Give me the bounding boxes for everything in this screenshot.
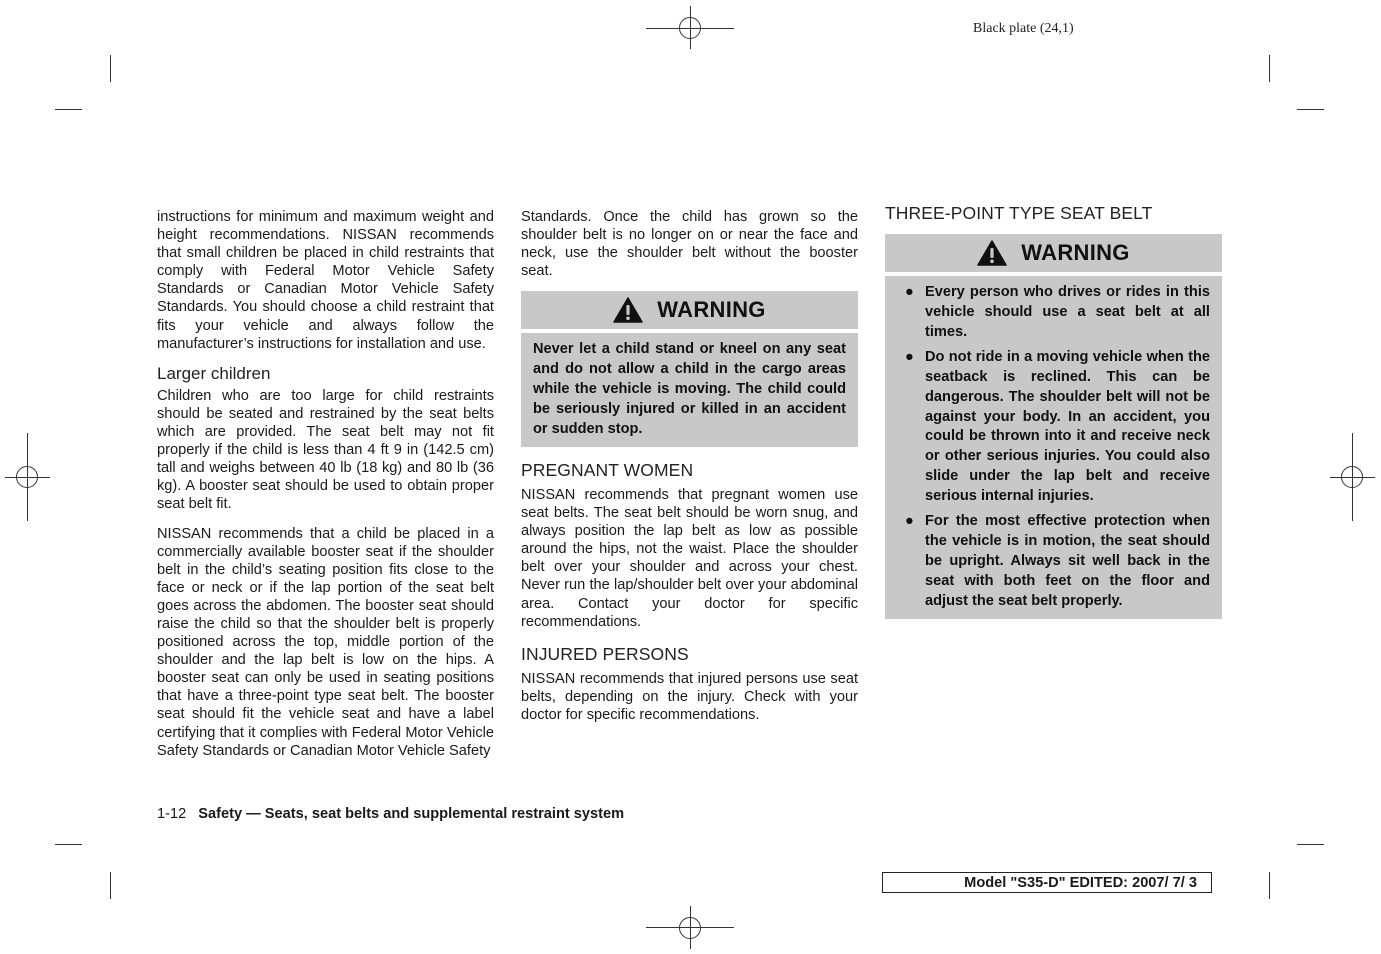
bullet-icon: ● [905, 284, 914, 301]
model-edited-box: Model "S35-D" EDITED: 2007/ 7/ 3 [882, 872, 1212, 893]
body-paragraph: Standards. Once the child has grown so the shoulder belt is no longer on or near the face and neck, use the shoulder belt without the booster seat. [521, 209, 858, 280]
heading-three-point-seat-belt: THREE-POINT TYPE SEAT BELT [885, 203, 1153, 223]
section-title: Safety — Seats, seat belts and supplemental restraint system [198, 806, 625, 822]
column-left [157, 208, 494, 760]
crop-mark [55, 109, 82, 110]
warning-triangle-icon [977, 240, 1007, 266]
body-paragraph: instructions for minimum and maximum weight and height recommendations. NISSAN recommends that small children be placed in child restraints that comply with Federal Motor Vehicle Safety Standards or Canadian Motor Vehicle Safety Standards. You should choose a child restraint that fits your vehicle and always follow the manufacturer’s instructions for installation and use. [157, 209, 494, 352]
column-middle [521, 208, 858, 724]
warning-triangle-icon [613, 297, 643, 323]
crop-mark [55, 844, 82, 845]
list-item: ● Do not ride in a moving vehicle when the seatback is reclined. This can be dangerous. The shoulder belt will not be against your body. In an accident, you could be thrown into it and receive neck or other serious injuries. You could also slide under the lap belt and receive serious internal injuries. [905, 348, 1210, 505]
crop-mark [690, 906, 691, 949]
plate-label: Black plate (24,1) [973, 21, 1074, 36]
crop-mark [1269, 55, 1270, 82]
crop-mark [1269, 872, 1270, 899]
heading-injured-persons: INJURED PERSONS [521, 643, 689, 664]
crop-mark [110, 872, 111, 899]
bullet-icon: ● [905, 513, 914, 530]
body-paragraph: NISSAN recommends that injured persons use seat belts, depending on the injury. Check with your doctor for specific recommendations. [521, 670, 858, 724]
body-paragraph: Children who are too large for child restraints should be seated and restrained by the seat belts which are provided. The seat belt may not fit properly if the child is less than 4 ft 9 in (142.5 cm) tall and weighs between 40 lb (18 kg) and 80 lb (36 kg). A booster seat should be used to obtain proper seat belt fit. [157, 387, 494, 513]
crop-mark [690, 6, 691, 49]
column-right [885, 204, 1222, 619]
body-paragraph: NISSAN recommends that a child be placed in a commercially available booster seat if the shoulder belt in the child’s seating position fits close to the face or neck or if the lap portion of the seat belt goes across the abdomen. The booster seat should raise the child so that the shoulder belt is properly positioned across the top, middle portion of the shoulder and the lap belt is low on the hips. A booster seat can only be used in seating positions that have a three-point type seat belt. The booster seat should fit the vehicle seat and have a label certifying that it complies with Federal Motor Vehicle Safety Standards or Canadian Motor Vehicle Safety [157, 525, 494, 759]
list-item: ● Every person who drives or rides in this vehicle should use a seat belt at all times. [905, 284, 1210, 340]
page-footer [157, 806, 624, 822]
bullet-icon: ● [905, 348, 914, 365]
warning-body: Never let a child stand or kneel on any seat and do not allow a child in the cargo areas while the vehicle is moving. The child could be seriously injured or killed in an accident or sudden stop. [521, 333, 858, 447]
warning-list [897, 283, 1210, 612]
crop-mark [1297, 109, 1324, 110]
subheading-larger-children: Larger children [157, 363, 271, 383]
warning-title: WARNING [1021, 240, 1130, 266]
warning-title: WARNING [657, 297, 766, 323]
body-paragraph: NISSAN recommends that pregnant women use seat belts. The seat belt should be worn snug, and always position the lap belt as low as possible around the hips, not the waist. Place the shoulder belt over your shoulder and across your chest. Never run the lap/shoulder belt over your abdominal area. Contact your doctor for specific recommendations. [521, 487, 858, 630]
warning-header [521, 291, 858, 329]
crop-mark [1297, 844, 1324, 845]
warning-body [885, 276, 1222, 619]
list-item: ● For the most effective protection when the vehicle is in motion, the seat should be upright. Always sit well back in the seat with both feet on the floor and adjust the seat belt properly. [905, 513, 1210, 609]
crop-mark [110, 55, 111, 82]
crop-mark [1352, 433, 1353, 521]
page-number: 1-12 [157, 806, 187, 822]
crop-mark [27, 433, 28, 521]
heading-pregnant-women: PREGNANT WOMEN [521, 459, 694, 480]
warning-header [885, 234, 1222, 272]
